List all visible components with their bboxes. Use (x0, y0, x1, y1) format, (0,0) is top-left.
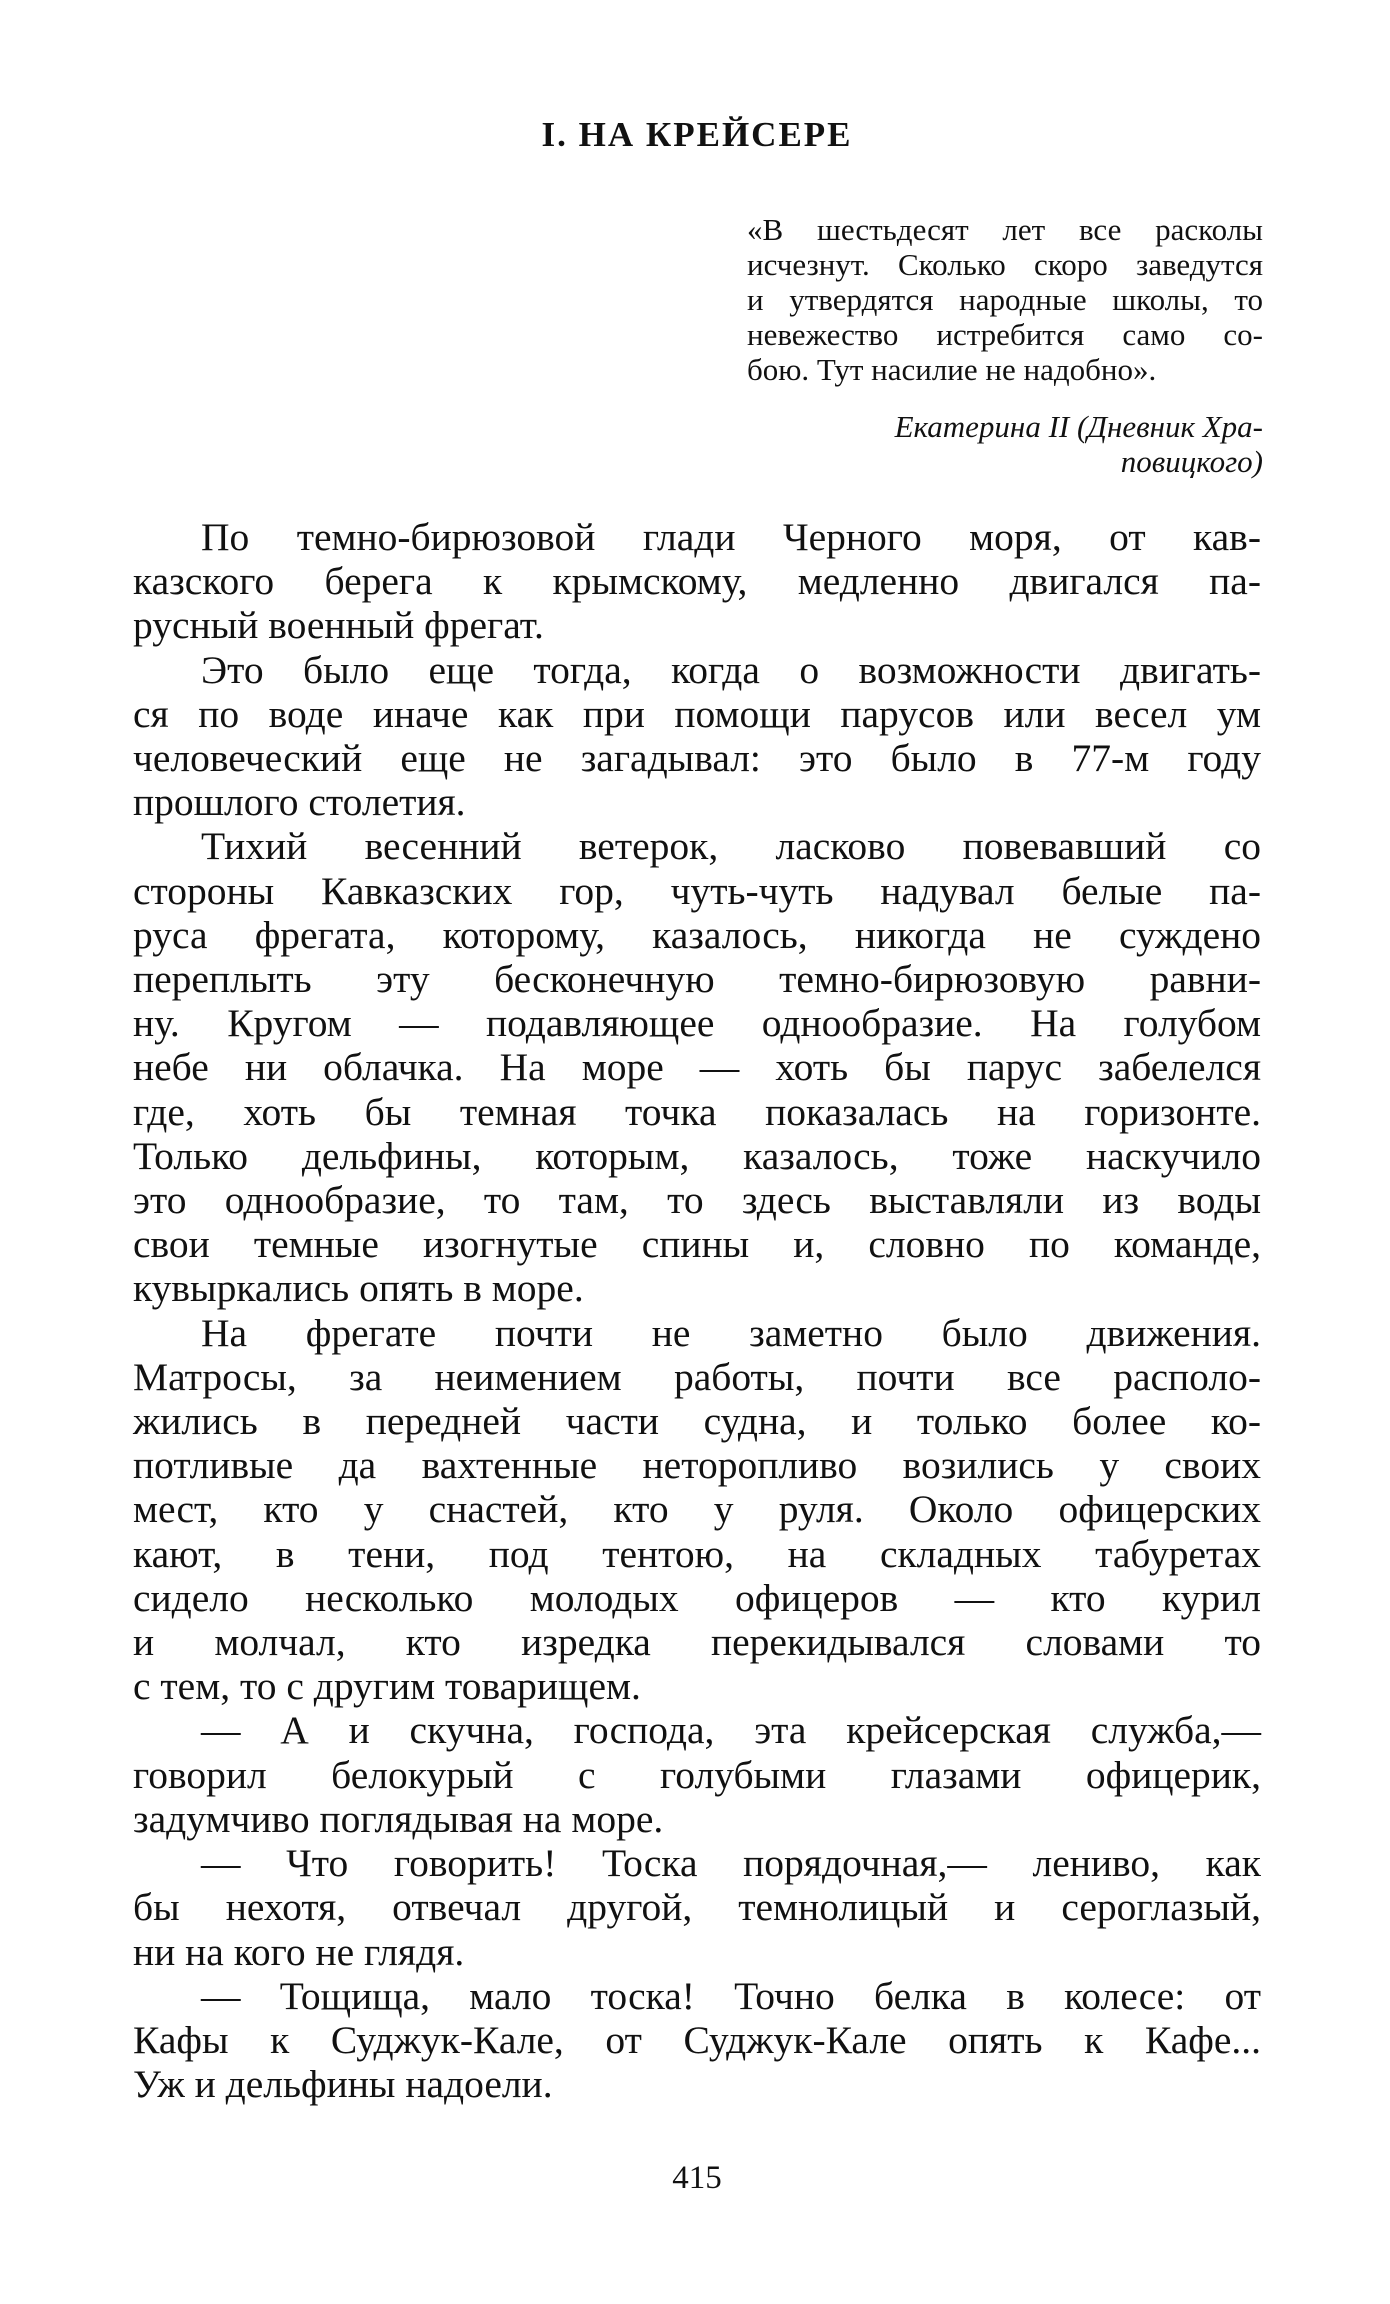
text-line: мест, кто у снастей, кто у руля. Около офицерских (133, 1487, 1261, 1532)
page-number: 415 (672, 2160, 722, 2196)
text-line: По темно-бирюзовой глади Черного моря, от кав- (201, 515, 1261, 559)
text-line: с тем, то с другим товарищем. (133, 1664, 641, 1709)
text-line: Кафы к Суджук-Кале, от Суджук-Кале опять к Кафе... (133, 2017, 1261, 2062)
epigraph (723, 212, 1263, 479)
text-line: небе ни облачка. На море — хоть бы парус забелелся (133, 1045, 1261, 1090)
text-line: — А и скучна, господа, эта крейсерская служба,— (201, 1708, 1261, 1753)
text-line: ся по воде иначе как при помощи парусов или весел ум (133, 691, 1261, 736)
dialogue-paragraph (133, 1841, 1261, 1974)
text-line: стороны Кавказских гор, чуть-чуть надувал белые па- (133, 868, 1261, 913)
text-line: и молчал, кто изредка перекидывался словами то (133, 1620, 1261, 1665)
epigraph-line: невежество истребится само со- (747, 317, 1263, 352)
paragraph (133, 824, 1261, 1310)
text-line: это однообразие, то там, то здесь выставляли из воды (133, 1178, 1261, 1223)
text-line: русный военный фрегат. (133, 603, 544, 648)
text-line: ну. Кругом — подавляющее однообразие. На голубом (133, 1001, 1261, 1046)
epigraph-attribution-line: Екатерина II (Дневник Хра- (894, 409, 1263, 444)
text-line: говорил белокурый с голубыми глазами офицерик, (133, 1752, 1261, 1797)
text-line: где, хоть бы темная точка показалась на горизонте. (133, 1089, 1261, 1134)
text-line: На фрегате почти не заметно было движения. (201, 1310, 1261, 1355)
text-line: — Тощища, мало тоска! Точно белка в колесе: от (201, 1973, 1261, 2018)
epigraph-line: бою. Тут насилие не надобно». (747, 352, 1157, 387)
text-line: — Что говорить! Тоска порядочная,— лениво, как (201, 1841, 1261, 1886)
dialogue-paragraph (133, 1974, 1261, 2107)
paragraph (133, 515, 1261, 648)
epigraph-line: и утвердятся народные школы, то (747, 282, 1263, 317)
text-line: задумчиво поглядывая на море. (133, 1796, 664, 1841)
epigraph-line: «В шестьдесят лет все расколы (747, 212, 1263, 247)
text-line: прошлого столетия. (133, 780, 466, 825)
text-line: кают, в тени, под тентою, на складных табуретах (133, 1531, 1261, 1576)
book-page (133, 0, 1261, 2304)
text-line: свои темные изогнутые спины и, словно по команде, (133, 1222, 1261, 1267)
text-line: руса фрегата, которому, казалось, никогда не суждено (133, 912, 1261, 957)
text-line: сидело несколько молодых офицеров — кто курил (133, 1575, 1261, 1620)
text-line: Матросы, за неимением работы, почти все располо- (133, 1354, 1261, 1399)
text-line: бы нехотя, отвечал другой, темнолицый и сероглазый, (133, 1885, 1261, 1930)
text-line: потливые да вахтенные неторопливо возились у своих (133, 1443, 1261, 1488)
text-line: кувыркались опять в море. (133, 1266, 584, 1311)
paragraph (133, 648, 1261, 825)
text-line: переплыть эту бесконечную темно-бирюзовую равни- (133, 957, 1261, 1002)
epigraph-attribution (723, 409, 1263, 479)
text-line: Тихий весенний ветерок, ласково повевавший со (201, 824, 1261, 869)
text-line: Уж и дельфины надоели. (133, 2062, 553, 2107)
text-line: казского берега к крымскому, медленно двигался па- (133, 559, 1261, 604)
body-text (133, 515, 1261, 2106)
chapter-title: I. НА КРЕЙСЕРЕ (541, 115, 853, 154)
epigraph-text (723, 212, 1263, 387)
dialogue-paragraph (133, 1708, 1261, 1841)
text-line: человеческий еще не загадывал: это было в 77-м году (133, 736, 1261, 781)
epigraph-attribution-line: повицкого) (1120, 444, 1263, 479)
text-line: Это было еще тогда, когда о возможности двигать- (201, 647, 1261, 692)
text-line: ни на кого не глядя. (133, 1929, 465, 1974)
paragraph (133, 1311, 1261, 1709)
text-line: жились в передней части судна, и только более ко- (133, 1399, 1261, 1444)
text-line: Только дельфины, которым, казалось, тоже наскучило (133, 1133, 1261, 1178)
epigraph-line: исчезнут. Сколько скоро заведутся (747, 247, 1263, 282)
